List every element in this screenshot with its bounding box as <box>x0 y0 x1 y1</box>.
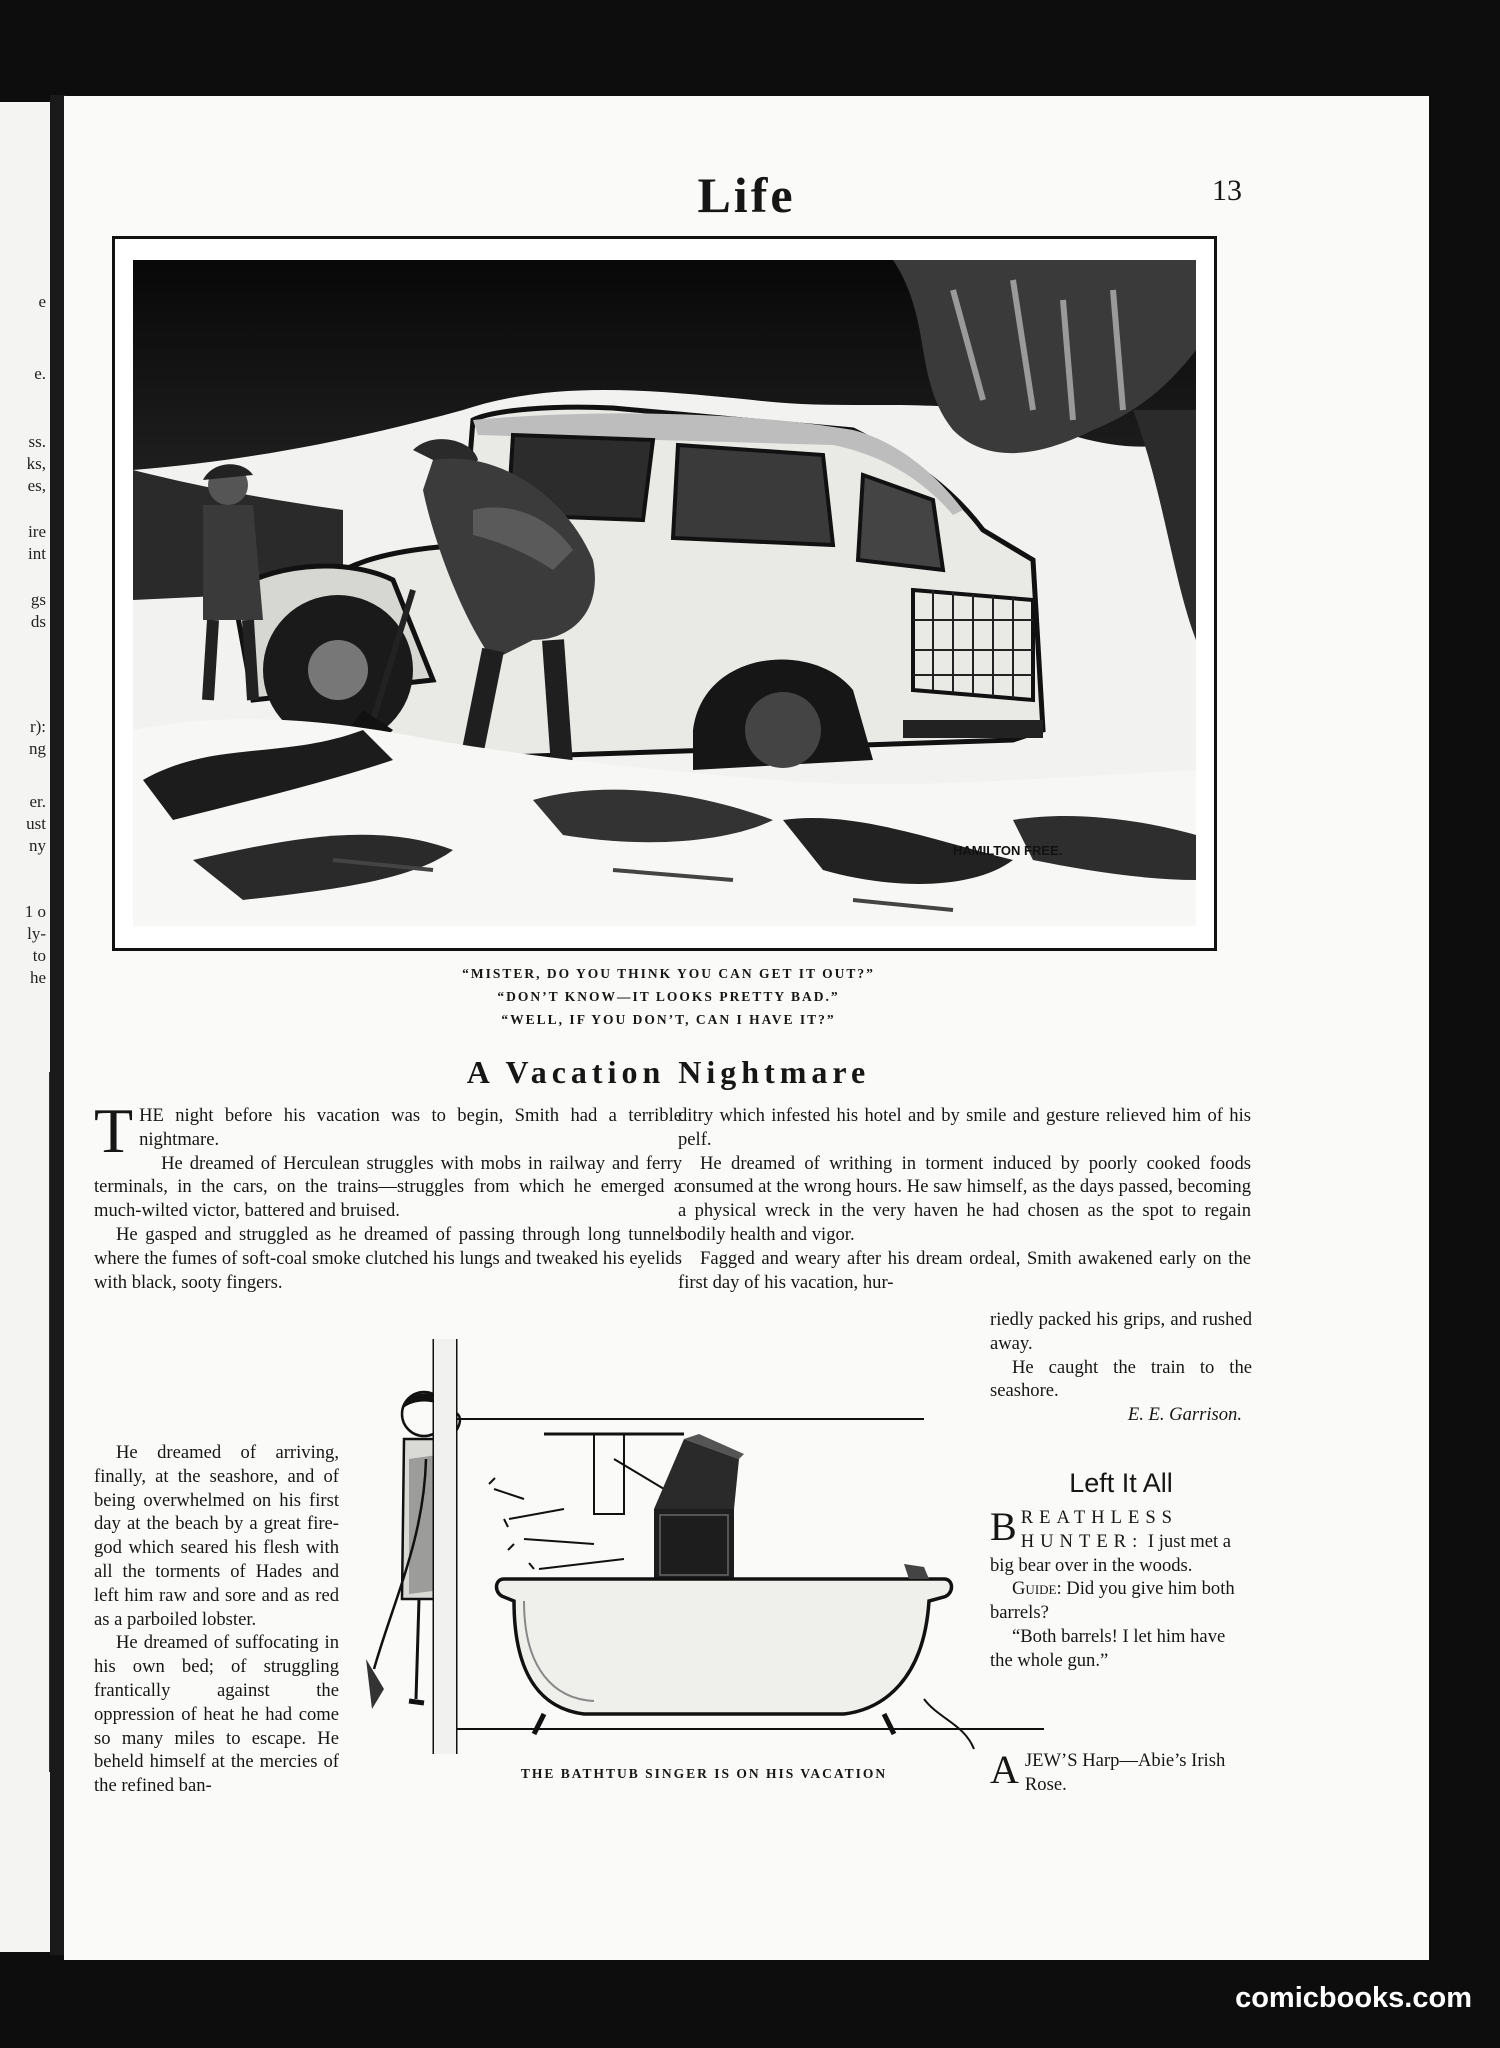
article-paragraph: Fagged and weary after his dream ordeal, Smith awakened early on the first day of his vacation, hur- <box>678 1247 1251 1293</box>
page-number: 13 <box>1212 174 1242 207</box>
speaker-label: REATHLESS HUNTER: <box>1020 1507 1178 1552</box>
article-paragraph: ditry which infested his hotel and by smile and gesture relieved him of his pelf. <box>678 1105 1251 1150</box>
joke-title: Left It All <box>1069 1468 1173 1498</box>
artist-signature: HAMILTON FREE. <box>953 843 1063 858</box>
paragraph-text: HE night before his vacation was to begin, Smith had a terrible nightmare. <box>139 1105 682 1150</box>
facing-page-text: r): <box>29 717 46 736</box>
article-paragraph <box>94 1095 682 1166</box>
facing-page-text: er. <box>29 792 46 811</box>
quip-line <box>990 1749 1252 1797</box>
caption-line: “DON’T KNOW—IT LOOKS PRETTY BAD.” <box>497 989 840 1004</box>
drop-cap: A <box>990 1747 1019 1792</box>
facing-page-text: int <box>28 544 46 563</box>
article-paragraph: He dreamed of suffocating in his own bed; of struggling frantically against the oppression of heat he had come so many miles to escape. He beheld himself at the mercies of the refined ban- <box>94 1632 339 1797</box>
bathtub-cartoon-caption: THE BATHTUB SINGER IS ON HIS VACATION <box>520 1766 888 1781</box>
quip-text: JEW’S Harp—Abie’s Irish Rose. <box>1024 1750 1226 1795</box>
article-paragraph: He caught the train to the seashore. <box>990 1356 1252 1402</box>
facing-page-text: ny <box>29 836 46 855</box>
article-title: A Vacation Nightmare <box>466 1054 871 1090</box>
bathtub-cartoon <box>364 1339 1044 1764</box>
joke-text: I just met a big bear over in the woods. <box>990 1530 1232 1576</box>
article-paragraph: He dreamed of writhing in torment induced by poorly cooked foods consumed at the wrong hours. He saw himself, as the days passed, becoming a physical wreck in the very haven he had chosen as the spot to regain bodily health and vigor. <box>678 1152 1251 1245</box>
facing-page-text: ust <box>26 814 46 833</box>
caption-line: “MISTER, DO YOU THINK YOU CAN GET IT OUT?” <box>462 966 875 981</box>
article-paragraph: He dreamed of Herculean struggles with mobs in railway and ferry terminals, in the cars, on the trains—struggles from which he emerged a much-wilted victor, battered and bruised. <box>94 1152 682 1222</box>
speaker-label: Guide: <box>1012 1578 1062 1600</box>
joke-text: Did you give him both barrels? <box>990 1578 1235 1624</box>
article-paragraph: riedly packed his grips, and rushed away. <box>990 1309 1252 1354</box>
watermark: comicbooks.com <box>1235 1982 1472 2014</box>
article-paragraph: He gasped and struggled as he dreamed of passing through long tunnels where the fumes of soft-coal smoke clutched his lungs and tweaked his eyelids with black, sooty fingers. <box>94 1223 682 1293</box>
car-illustration-caption <box>64 962 1273 1031</box>
facing-page-text: ng <box>29 739 46 758</box>
article-column-right-top <box>678 1104 1251 1294</box>
facing-page-text: ds <box>30 612 46 631</box>
facing-page-text: 1 o <box>24 902 46 921</box>
facing-page-text: ks, <box>26 454 46 473</box>
facing-page-text: ire <box>28 522 46 541</box>
jews-harp-quip <box>990 1749 1252 1797</box>
article-column-left-narrow <box>94 1441 339 1798</box>
facing-page-text: gs <box>30 590 46 609</box>
facing-page-text: e <box>38 292 46 311</box>
drop-cap: B <box>990 1504 1017 1549</box>
article-byline: E. E. Garrison. <box>1127 1404 1242 1426</box>
article-column-left-top <box>94 1095 682 1294</box>
facing-page-text: he <box>29 968 46 987</box>
car-stuck-drawing <box>133 260 1196 926</box>
facing-page-text: ly- <box>27 924 46 943</box>
joke-line <box>990 1506 1252 1577</box>
article-paragraph: He dreamed of arriving, finally, at the seashore, and of being overwhelmed on his first day at the beach by a great fire-god which seared his flesh with all the torments of Hades and left him raw and sore and as red as a parboiled lobster. <box>94 1442 339 1630</box>
caption-line: “WELL, IF YOU DON’T, CAN I HAVE IT?” <box>501 1012 836 1027</box>
bathtub-drawing <box>364 1339 1044 1764</box>
joke-body <box>990 1506 1252 1673</box>
facing-page-text: ss. <box>28 432 46 451</box>
joke-line: “Both barrels! I let him have the whole gun.” <box>990 1625 1226 1671</box>
facing-page-fragment <box>0 102 52 1952</box>
magazine-page <box>64 96 1429 1960</box>
facing-page-text: to <box>32 946 46 965</box>
joke-line <box>990 1577 1252 1625</box>
drop-cap: T <box>94 1095 134 1166</box>
car-illustration <box>112 236 1217 951</box>
facing-page-text: es, <box>27 476 46 495</box>
masthead-title: Life <box>697 167 796 223</box>
facing-page-text: e. <box>34 364 46 383</box>
